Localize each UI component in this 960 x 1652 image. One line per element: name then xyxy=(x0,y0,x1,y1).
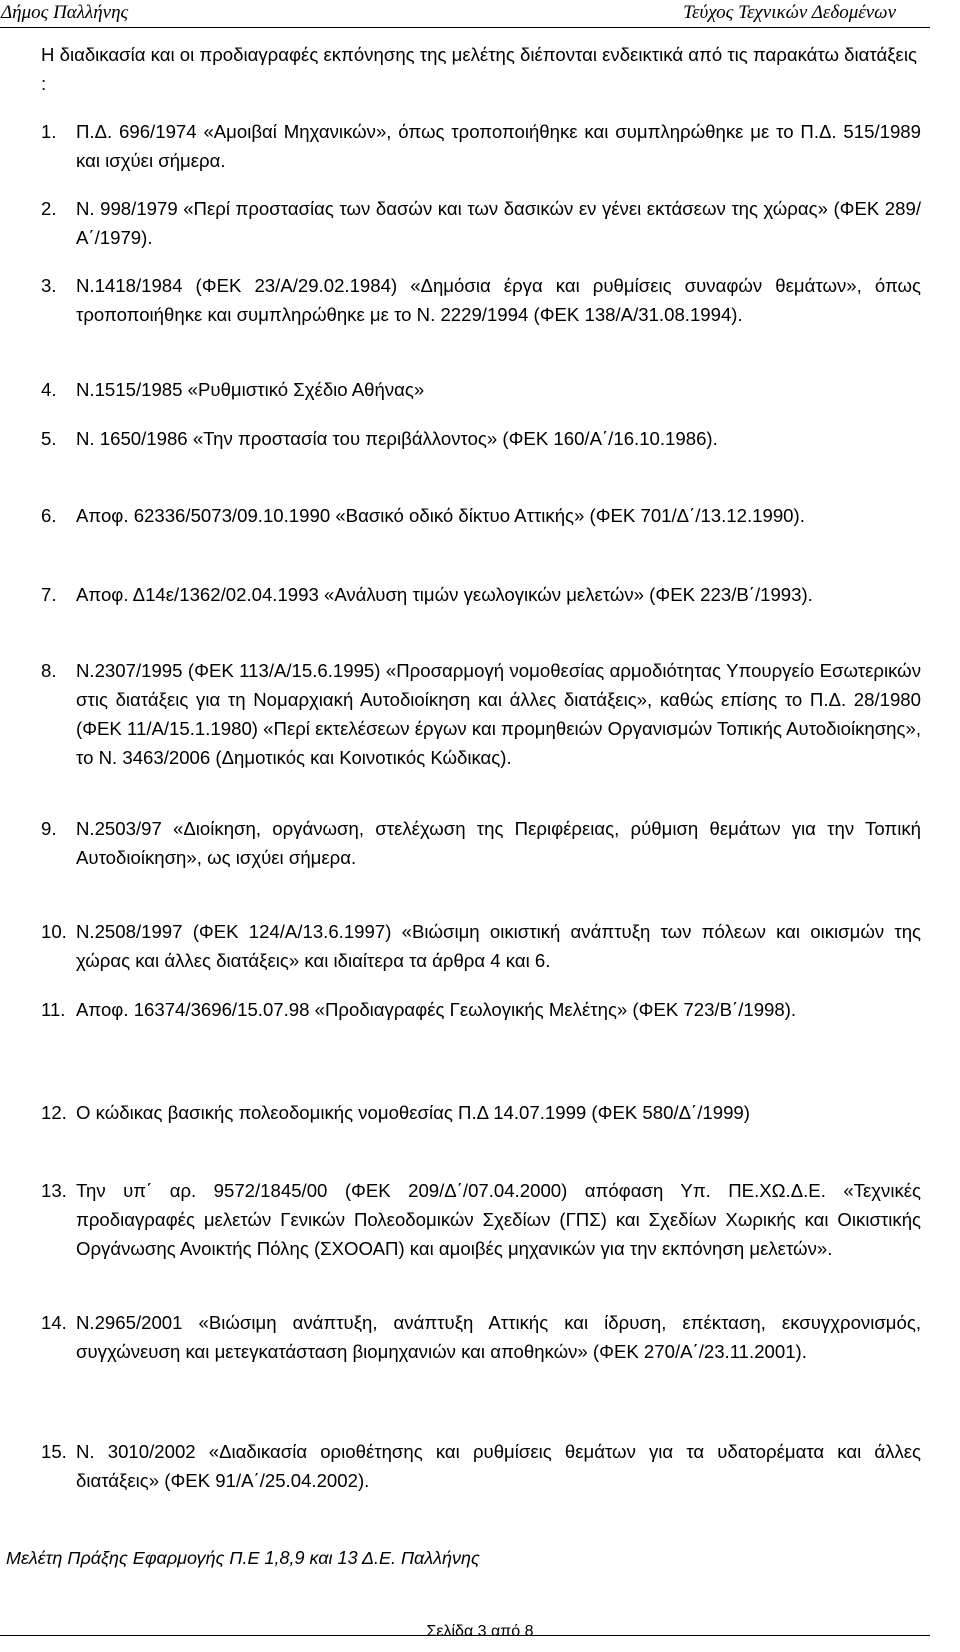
item-number: 14. xyxy=(41,1312,67,1333)
item-number: 10. xyxy=(41,921,67,942)
header-municipality: Δήμος Παλλήνης xyxy=(1,2,129,23)
item-text: Ν. 998/1979 «Περί προστασίας των δασών και των δασικών εν γένει εκτάσεων της χώρας» (ΦΕΚ 289/Α΄/1979). xyxy=(76,198,921,248)
header-divider xyxy=(0,27,930,28)
item-number: 6. xyxy=(41,505,57,526)
item-number: 1. xyxy=(41,121,57,142)
item-number: 15. xyxy=(41,1441,67,1462)
item-text: Ν.2508/1997 (ΦΕΚ 124/Α/13.6.1997) «Βιώσιμη οικιστική ανάπτυξη των πόλεων και οικισμών της χώρας και άλλες διατάξεις» και ιδιαίτερα τα άρθρα 4 και 6. xyxy=(76,921,921,971)
item-text: Ν.2307/1995 (ΦΕΚ 113/Α/15.6.1995) «Προσαρμογή νομοθεσίας αρμοδιότητας Υπουργείο Εσωτερικών στις διατάξεις για τη Νομαρχιακή Αυτοδιοίκηση και άλλες διατάξεις», καθώς επίσης το Π.Δ. 28/1980 (ΦΕΚ 11/Α/15.1.1980) «Περί εκτελέσεων έργων και προμηθειών Οργανισμών Τοπικής Αυτοδιοίκησης», το Ν. 3463/2006 (Δημοτικός και Κοινοτικός Κώδικας). xyxy=(76,660,921,768)
item-number: 3. xyxy=(41,275,57,296)
item-number: 7. xyxy=(41,584,57,605)
item-text: Αποφ. 62336/5073/09.10.1990 «Βασικό οδικό δίκτυο Αττικής» (ΦΕΚ 701/Δ΄/13.12.1990). xyxy=(76,505,805,526)
footer-study-title: Μελέτη Πράξης Εφαρμογής Π.Ε 1,8,9 και 13 Δ.Ε. Παλλήνης xyxy=(6,1548,480,1568)
item-number: 5. xyxy=(41,428,57,449)
item-text: Ν.2965/2001 «Βιώσιμη ανάπτυξη, ανάπτυξη Αττικής και ίδρυση, επέκταση, εκσυγχρονισμός, συγχώνευση και μετεγκατάσταση βιομηχανιών και αποθηκών» (ΦΕΚ 270/Α΄/23.11.2001). xyxy=(76,1312,921,1362)
item-number: 13. xyxy=(41,1180,67,1201)
item-number: 9. xyxy=(41,818,57,839)
item-text: Ν.1418/1984 (ΦΕΚ 23/Α/29.02.1984) «Δημόσια έργα και ρυθμίσεις συναφών θεμάτων», όπως τροποποιήθηκε και συμπληρώθηκε με το Ν. 2229/1994 (ΦΕΚ 138/Α/31.08.1994). xyxy=(76,275,921,325)
item-number: 11. xyxy=(41,999,66,1020)
item-text: Π.Δ. 696/1974 «Αμοιβαί Μηχανικών», όπως τροποποιήθηκε και συμπληρώθηκε με το Π.Δ. 515/1989 και ισχύει σήμερα. xyxy=(76,121,921,171)
header-volume-title: Τεύχος Τεχνικών Δεδομένων xyxy=(683,2,896,23)
item-number: 4. xyxy=(41,379,57,400)
intro-paragraph: Η διαδικασία και οι προδιαγραφές εκπόνησης της μελέτης διέπονται ενδεικτικά από τις παρακάτω διατάξεις : xyxy=(41,44,917,94)
item-text: Την υπ΄ αρ. 9572/1845/00 (ΦΕΚ 209/Δ΄/07.04.2000) απόφαση Υπ. ΠΕ.ΧΩ.Δ.Ε. «Τεχνικές προδιαγραφές μελετών Γενικών Πολεοδομικών Σχεδίων (ΓΠΣ) και Σχεδίων Χωρικής και Οικιστικής Οργάνωσης Ανοικτής Πόλης (ΣΧΟΟΑΠ) και αμοιβές μηχανικών για την εκπόνηση μελετών». xyxy=(76,1180,921,1259)
item-number: 2. xyxy=(41,198,57,219)
item-text: Ν.1515/1985 «Ρυθμιστικό Σχέδιο Αθήνας» xyxy=(76,379,425,400)
item-text: Ν.2503/97 «Διοίκηση, οργάνωση, στελέχωση της Περιφέρειας, ρύθμιση θεμάτων για την Τοπική Αυτοδιοίκηση», ως ισχύει σήμερα. xyxy=(76,818,921,868)
page-number: Σελίδα 3 από 8 xyxy=(426,1623,534,1640)
item-number: 8. xyxy=(41,660,57,681)
item-text: Αποφ. 16374/3696/15.07.98 «Προδιαγραφές Γεωλογικής Μελέτης» (ΦΕΚ 723/Β΄/1998). xyxy=(76,999,797,1020)
page-header xyxy=(0,0,960,28)
item-text: Ν. 1650/1986 «Την προστασία του περιβάλλοντος» (ΦΕΚ 160/Α΄/16.10.1986). xyxy=(76,428,718,449)
item-text: Ν. 3010/2002 «Διαδικασία οριοθέτησης και ρυθμίσεις θεμάτων για τα υδατορέματα και άλλες διατάξεις» (ΦΕΚ 91/Α΄/25.04.2002). xyxy=(76,1441,921,1491)
item-number: 12. xyxy=(41,1102,67,1123)
item-text: Αποφ. Δ14ε/1362/02.04.1993 «Ανάλυση τιμών γεωλογικών μελετών» (ΦΕΚ 223/Β΄/1993). xyxy=(76,584,813,605)
item-text: Ο κώδικας βασικής πολεοδομικής νομοθεσίας Π.Δ 14.07.1999 (ΦΕΚ 580/Δ΄/1999) xyxy=(76,1102,750,1123)
